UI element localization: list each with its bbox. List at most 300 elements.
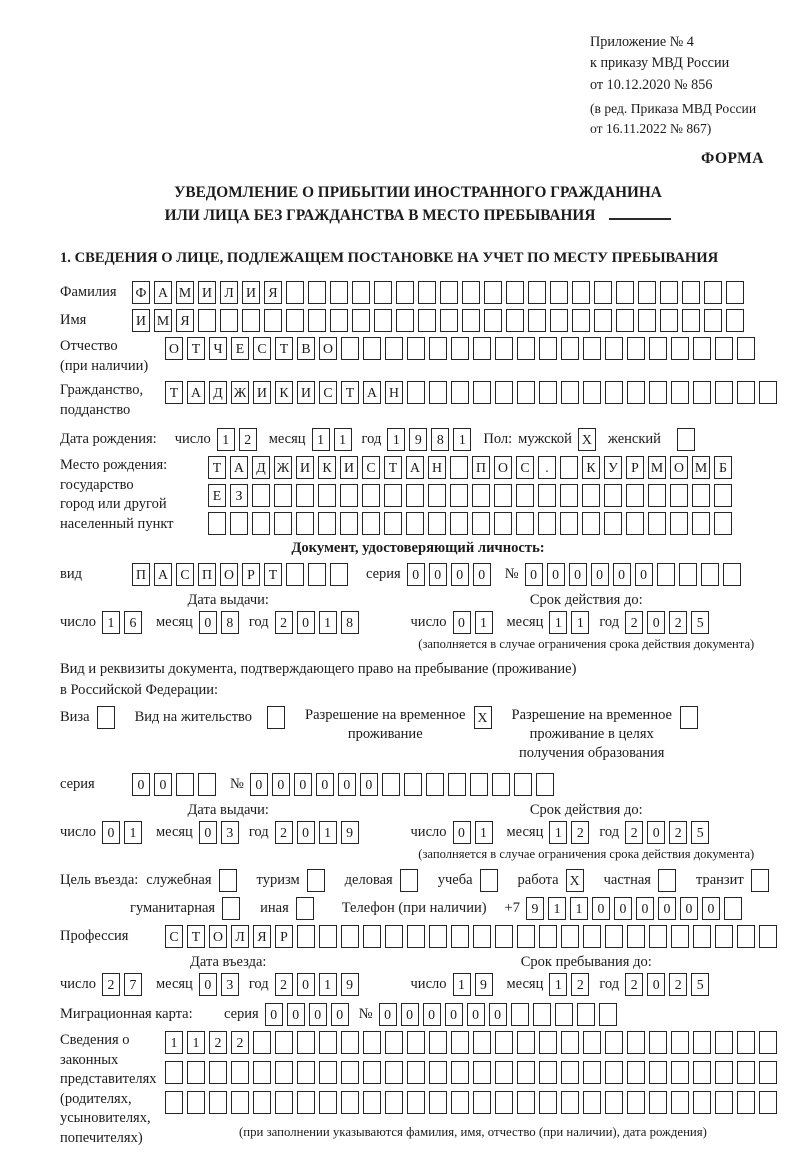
char-cell[interactable] [627,1091,645,1114]
char-cell[interactable] [682,309,700,332]
char-cell[interactable] [627,1061,645,1084]
char-cell[interactable]: С [253,337,271,360]
char-cell[interactable] [627,1031,645,1054]
char-cell[interactable] [220,309,238,332]
char-cell[interactable] [473,925,491,948]
char-cell[interactable] [451,1091,469,1114]
char-cell[interactable]: П [132,563,150,586]
char-cell[interactable] [494,484,512,507]
char-cell[interactable] [340,484,358,507]
char-cell[interactable]: 9 [409,428,427,451]
char-cell[interactable]: Т [187,925,205,948]
char-cell[interactable]: 0 [429,563,447,586]
char-cell[interactable] [627,381,645,404]
char-cell[interactable]: 0 [265,1003,283,1026]
char-cell[interactable] [759,1091,777,1114]
char-cell[interactable]: Ф [132,281,150,304]
char-cell[interactable] [724,897,742,920]
char-cell[interactable]: О [165,337,183,360]
char-cell[interactable] [253,1031,271,1054]
char-cell[interactable] [759,1031,777,1054]
char-cell[interactable]: В [297,337,315,360]
char-cell[interactable]: 0 [199,611,217,634]
char-cell[interactable] [649,1031,667,1054]
char-cell[interactable] [561,337,579,360]
char-cell[interactable]: 0 [331,1003,349,1026]
char-cell[interactable] [450,456,468,479]
char-cell[interactable]: 1 [312,428,330,451]
char-cell[interactable] [714,512,732,535]
char-cell[interactable] [649,337,667,360]
char-cell[interactable] [572,281,590,304]
char-cell[interactable] [649,381,667,404]
char-cell[interactable] [539,337,557,360]
char-cell[interactable] [660,281,678,304]
char-cell[interactable] [679,563,697,586]
char-cell[interactable] [318,512,336,535]
char-cell[interactable]: 1 [387,428,405,451]
char-cell[interactable] [670,484,688,507]
char-cell[interactable] [495,337,513,360]
purpose-work-checkbox[interactable]: X [566,869,584,892]
char-cell[interactable]: 0 [613,563,631,586]
char-cell[interactable] [385,1061,403,1084]
char-cell[interactable] [275,1061,293,1084]
char-cell[interactable] [495,925,513,948]
char-cell[interactable] [165,1061,183,1084]
char-cell[interactable]: 0 [647,611,665,634]
char-cell[interactable]: 1 [548,897,566,920]
char-cell[interactable]: 0 [547,563,565,586]
char-cell[interactable] [165,1091,183,1114]
char-cell[interactable] [583,1091,601,1114]
char-cell[interactable] [671,1031,689,1054]
char-cell[interactable] [286,563,304,586]
char-cell[interactable] [516,484,534,507]
char-cell[interactable]: 0 [525,563,543,586]
char-cell[interactable] [242,309,260,332]
char-cell[interactable] [473,1031,491,1054]
char-cell[interactable]: Ч [209,337,227,360]
char-cell[interactable] [671,1061,689,1084]
char-cell[interactable]: 0 [658,897,676,920]
char-cell[interactable] [231,1061,249,1084]
char-cell[interactable] [404,773,422,796]
char-cell[interactable]: 2 [669,611,687,634]
char-cell[interactable] [363,1061,381,1084]
char-cell[interactable] [704,281,722,304]
char-cell[interactable]: А [406,456,424,479]
char-cell[interactable] [330,563,348,586]
char-cell[interactable]: 0 [199,973,217,996]
visa-checkbox[interactable] [97,706,115,729]
char-cell[interactable] [352,281,370,304]
char-cell[interactable] [638,281,656,304]
char-cell[interactable] [308,309,326,332]
char-cell[interactable] [671,925,689,948]
char-cell[interactable]: 0 [467,1003,485,1026]
char-cell[interactable]: М [692,456,710,479]
char-cell[interactable] [715,1031,733,1054]
char-cell[interactable] [297,1061,315,1084]
char-cell[interactable] [671,1091,689,1114]
char-cell[interactable] [448,773,466,796]
char-cell[interactable] [582,484,600,507]
char-cell[interactable]: О [670,456,688,479]
char-cell[interactable] [363,925,381,948]
char-cell[interactable] [450,512,468,535]
char-cell[interactable]: 0 [360,773,378,796]
char-cell[interactable]: 0 [309,1003,327,1026]
char-cell[interactable] [737,925,755,948]
char-cell[interactable] [363,337,381,360]
char-cell[interactable] [555,1003,573,1026]
char-cell[interactable] [341,1091,359,1114]
char-cell[interactable] [396,309,414,332]
char-cell[interactable] [599,1003,617,1026]
char-cell[interactable]: 0 [702,897,720,920]
char-cell[interactable] [693,381,711,404]
char-cell[interactable] [318,484,336,507]
char-cell[interactable]: А [154,281,172,304]
char-cell[interactable]: З [230,484,248,507]
char-cell[interactable] [627,337,645,360]
char-cell[interactable] [440,309,458,332]
char-cell[interactable]: Я [253,925,271,948]
char-cell[interactable]: Р [242,563,260,586]
char-cell[interactable]: Б [714,456,732,479]
char-cell[interactable] [604,484,622,507]
char-cell[interactable] [550,281,568,304]
char-cell[interactable]: 1 [102,611,120,634]
char-cell[interactable] [472,512,490,535]
char-cell[interactable]: 0 [297,821,315,844]
char-cell[interactable] [462,309,480,332]
char-cell[interactable]: 2 [275,611,293,634]
char-cell[interactable]: Е [208,484,226,507]
char-cell[interactable]: 0 [297,611,315,634]
char-cell[interactable] [495,1061,513,1084]
char-cell[interactable] [209,1091,227,1114]
char-cell[interactable]: 0 [401,1003,419,1026]
char-cell[interactable]: И [297,381,315,404]
char-cell[interactable]: 1 [319,821,337,844]
char-cell[interactable] [308,281,326,304]
char-cell[interactable] [274,512,292,535]
char-cell[interactable] [517,1091,535,1114]
char-cell[interactable]: 1 [475,821,493,844]
char-cell[interactable] [406,484,424,507]
char-cell[interactable] [561,925,579,948]
char-cell[interactable] [539,925,557,948]
char-cell[interactable] [517,1031,535,1054]
char-cell[interactable] [671,381,689,404]
char-cell[interactable] [319,1031,337,1054]
char-cell[interactable] [560,456,578,479]
char-cell[interactable] [723,563,741,586]
char-cell[interactable]: Т [208,456,226,479]
char-cell[interactable] [253,1091,271,1114]
char-cell[interactable] [516,512,534,535]
char-cell[interactable] [382,773,400,796]
char-cell[interactable] [626,512,644,535]
char-cell[interactable] [407,337,425,360]
char-cell[interactable] [506,309,524,332]
char-cell[interactable]: 0 [272,773,290,796]
char-cell[interactable]: 0 [489,1003,507,1026]
char-cell[interactable] [539,1031,557,1054]
char-cell[interactable]: 0 [453,611,471,634]
char-cell[interactable] [693,1061,711,1084]
char-cell[interactable] [209,1061,227,1084]
char-cell[interactable] [670,512,688,535]
char-cell[interactable]: С [362,456,380,479]
char-cell[interactable]: 1 [319,611,337,634]
char-cell[interactable] [715,337,733,360]
char-cell[interactable] [759,925,777,948]
char-cell[interactable] [517,337,535,360]
char-cell[interactable] [605,1031,623,1054]
char-cell[interactable] [407,1091,425,1114]
char-cell[interactable]: 0 [680,897,698,920]
char-cell[interactable]: Р [626,456,644,479]
char-cell[interactable]: 1 [571,611,589,634]
char-cell[interactable]: . [538,456,556,479]
char-cell[interactable]: 0 [379,1003,397,1026]
char-cell[interactable]: 0 [102,821,120,844]
char-cell[interactable] [737,337,755,360]
char-cell[interactable]: 1 [217,428,235,451]
char-cell[interactable] [450,484,468,507]
char-cell[interactable] [693,925,711,948]
char-cell[interactable]: 1 [124,821,142,844]
char-cell[interactable] [341,337,359,360]
char-cell[interactable] [494,512,512,535]
char-cell[interactable] [341,1061,359,1084]
char-cell[interactable]: 0 [592,897,610,920]
char-cell[interactable]: 8 [341,611,359,634]
residence-permit-checkbox[interactable] [267,706,285,729]
char-cell[interactable] [737,1031,755,1054]
char-cell[interactable] [495,381,513,404]
char-cell[interactable]: 2 [102,973,120,996]
char-cell[interactable]: О [209,925,227,948]
char-cell[interactable]: А [363,381,381,404]
char-cell[interactable] [671,337,689,360]
char-cell[interactable]: И [242,281,260,304]
char-cell[interactable]: С [165,925,183,948]
char-cell[interactable]: Ж [274,456,292,479]
char-cell[interactable]: 0 [297,973,315,996]
char-cell[interactable] [693,1031,711,1054]
char-cell[interactable] [560,512,578,535]
char-cell[interactable] [561,1061,579,1084]
char-cell[interactable] [296,512,314,535]
char-cell[interactable]: К [582,456,600,479]
char-cell[interactable]: 0 [635,563,653,586]
char-cell[interactable] [473,1091,491,1114]
char-cell[interactable]: 6 [124,611,142,634]
char-cell[interactable] [616,281,634,304]
char-cell[interactable] [692,484,710,507]
char-cell[interactable]: 5 [691,611,709,634]
char-cell[interactable] [440,281,458,304]
char-cell[interactable]: М [648,456,666,479]
char-cell[interactable] [374,281,392,304]
char-cell[interactable] [208,512,226,535]
char-cell[interactable] [583,337,601,360]
char-cell[interactable] [385,1091,403,1114]
char-cell[interactable]: 1 [453,973,471,996]
char-cell[interactable] [604,512,622,535]
char-cell[interactable] [538,484,556,507]
char-cell[interactable] [517,381,535,404]
char-cell[interactable] [462,281,480,304]
char-cell[interactable] [693,1091,711,1114]
char-cell[interactable] [561,1091,579,1114]
char-cell[interactable] [472,484,490,507]
char-cell[interactable] [715,925,733,948]
char-cell[interactable] [297,925,315,948]
char-cell[interactable] [561,1031,579,1054]
char-cell[interactable]: 0 [451,563,469,586]
char-cell[interactable] [429,925,447,948]
char-cell[interactable]: 0 [250,773,268,796]
char-cell[interactable]: М [154,309,172,332]
char-cell[interactable] [550,309,568,332]
char-cell[interactable] [429,337,447,360]
char-cell[interactable] [362,512,380,535]
char-cell[interactable] [384,512,402,535]
char-cell[interactable]: Я [264,281,282,304]
char-cell[interactable]: 0 [154,773,172,796]
char-cell[interactable] [385,925,403,948]
char-cell[interactable]: 0 [294,773,312,796]
char-cell[interactable] [286,309,304,332]
char-cell[interactable] [428,484,446,507]
char-cell[interactable] [418,281,436,304]
char-cell[interactable] [517,925,535,948]
char-cell[interactable]: И [253,381,271,404]
char-cell[interactable] [451,1031,469,1054]
char-cell[interactable] [605,381,623,404]
char-cell[interactable] [407,381,425,404]
char-cell[interactable] [638,309,656,332]
char-cell[interactable]: И [340,456,358,479]
char-cell[interactable] [649,925,667,948]
char-cell[interactable]: С [319,381,337,404]
char-cell[interactable]: 0 [423,1003,441,1026]
char-cell[interactable] [252,484,270,507]
char-cell[interactable]: 0 [132,773,150,796]
char-cell[interactable] [308,563,326,586]
char-cell[interactable]: 1 [570,897,588,920]
char-cell[interactable] [330,309,348,332]
char-cell[interactable] [473,1061,491,1084]
char-cell[interactable] [649,1091,667,1114]
char-cell[interactable] [583,1031,601,1054]
char-cell[interactable] [594,281,612,304]
char-cell[interactable] [264,309,282,332]
char-cell[interactable] [539,381,557,404]
char-cell[interactable]: Т [275,337,293,360]
char-cell[interactable] [594,309,612,332]
char-cell[interactable] [396,281,414,304]
char-cell[interactable] [429,381,447,404]
char-cell[interactable]: Е [231,337,249,360]
char-cell[interactable] [384,484,402,507]
char-cell[interactable] [726,281,744,304]
char-cell[interactable] [418,309,436,332]
char-cell[interactable]: Т [165,381,183,404]
char-cell[interactable]: Д [252,456,270,479]
char-cell[interactable] [297,1031,315,1054]
char-cell[interactable]: Н [385,381,403,404]
char-cell[interactable] [429,1061,447,1084]
char-cell[interactable]: К [318,456,336,479]
char-cell[interactable] [605,337,623,360]
char-cell[interactable]: Т [384,456,402,479]
sex-female-checkbox[interactable] [677,428,695,451]
char-cell[interactable]: 8 [221,611,239,634]
char-cell[interactable] [514,773,532,796]
char-cell[interactable]: П [198,563,216,586]
char-cell[interactable]: А [230,456,248,479]
char-cell[interactable] [533,1003,551,1026]
char-cell[interactable]: 1 [549,821,567,844]
char-cell[interactable]: 5 [691,973,709,996]
char-cell[interactable]: Т [341,381,359,404]
char-cell[interactable] [704,309,722,332]
char-cell[interactable] [714,484,732,507]
char-cell[interactable] [198,309,216,332]
char-cell[interactable]: 3 [221,821,239,844]
char-cell[interactable]: 0 [445,1003,463,1026]
char-cell[interactable] [528,281,546,304]
char-cell[interactable] [506,281,524,304]
char-cell[interactable] [737,1061,755,1084]
char-cell[interactable]: 1 [549,973,567,996]
char-cell[interactable]: И [296,456,314,479]
char-cell[interactable]: Т [264,563,282,586]
char-cell[interactable] [296,484,314,507]
char-cell[interactable]: 0 [199,821,217,844]
char-cell[interactable]: Я [176,309,194,332]
char-cell[interactable] [319,1091,337,1114]
char-cell[interactable] [428,512,446,535]
purpose-tourism-checkbox[interactable] [307,869,325,892]
char-cell[interactable]: 3 [221,973,239,996]
char-cell[interactable] [538,512,556,535]
char-cell[interactable] [484,309,502,332]
char-cell[interactable]: 0 [591,563,609,586]
char-cell[interactable] [275,1091,293,1114]
char-cell[interactable]: 0 [316,773,334,796]
char-cell[interactable]: 2 [231,1031,249,1054]
char-cell[interactable] [385,337,403,360]
char-cell[interactable] [473,381,491,404]
char-cell[interactable] [341,1031,359,1054]
char-cell[interactable]: 5 [691,821,709,844]
char-cell[interactable]: Л [220,281,238,304]
char-cell[interactable] [561,381,579,404]
edu-permit-checkbox[interactable] [680,706,698,729]
char-cell[interactable] [492,773,510,796]
char-cell[interactable]: 9 [341,821,359,844]
char-cell[interactable] [470,773,488,796]
char-cell[interactable]: 2 [571,973,589,996]
char-cell[interactable]: К [275,381,293,404]
